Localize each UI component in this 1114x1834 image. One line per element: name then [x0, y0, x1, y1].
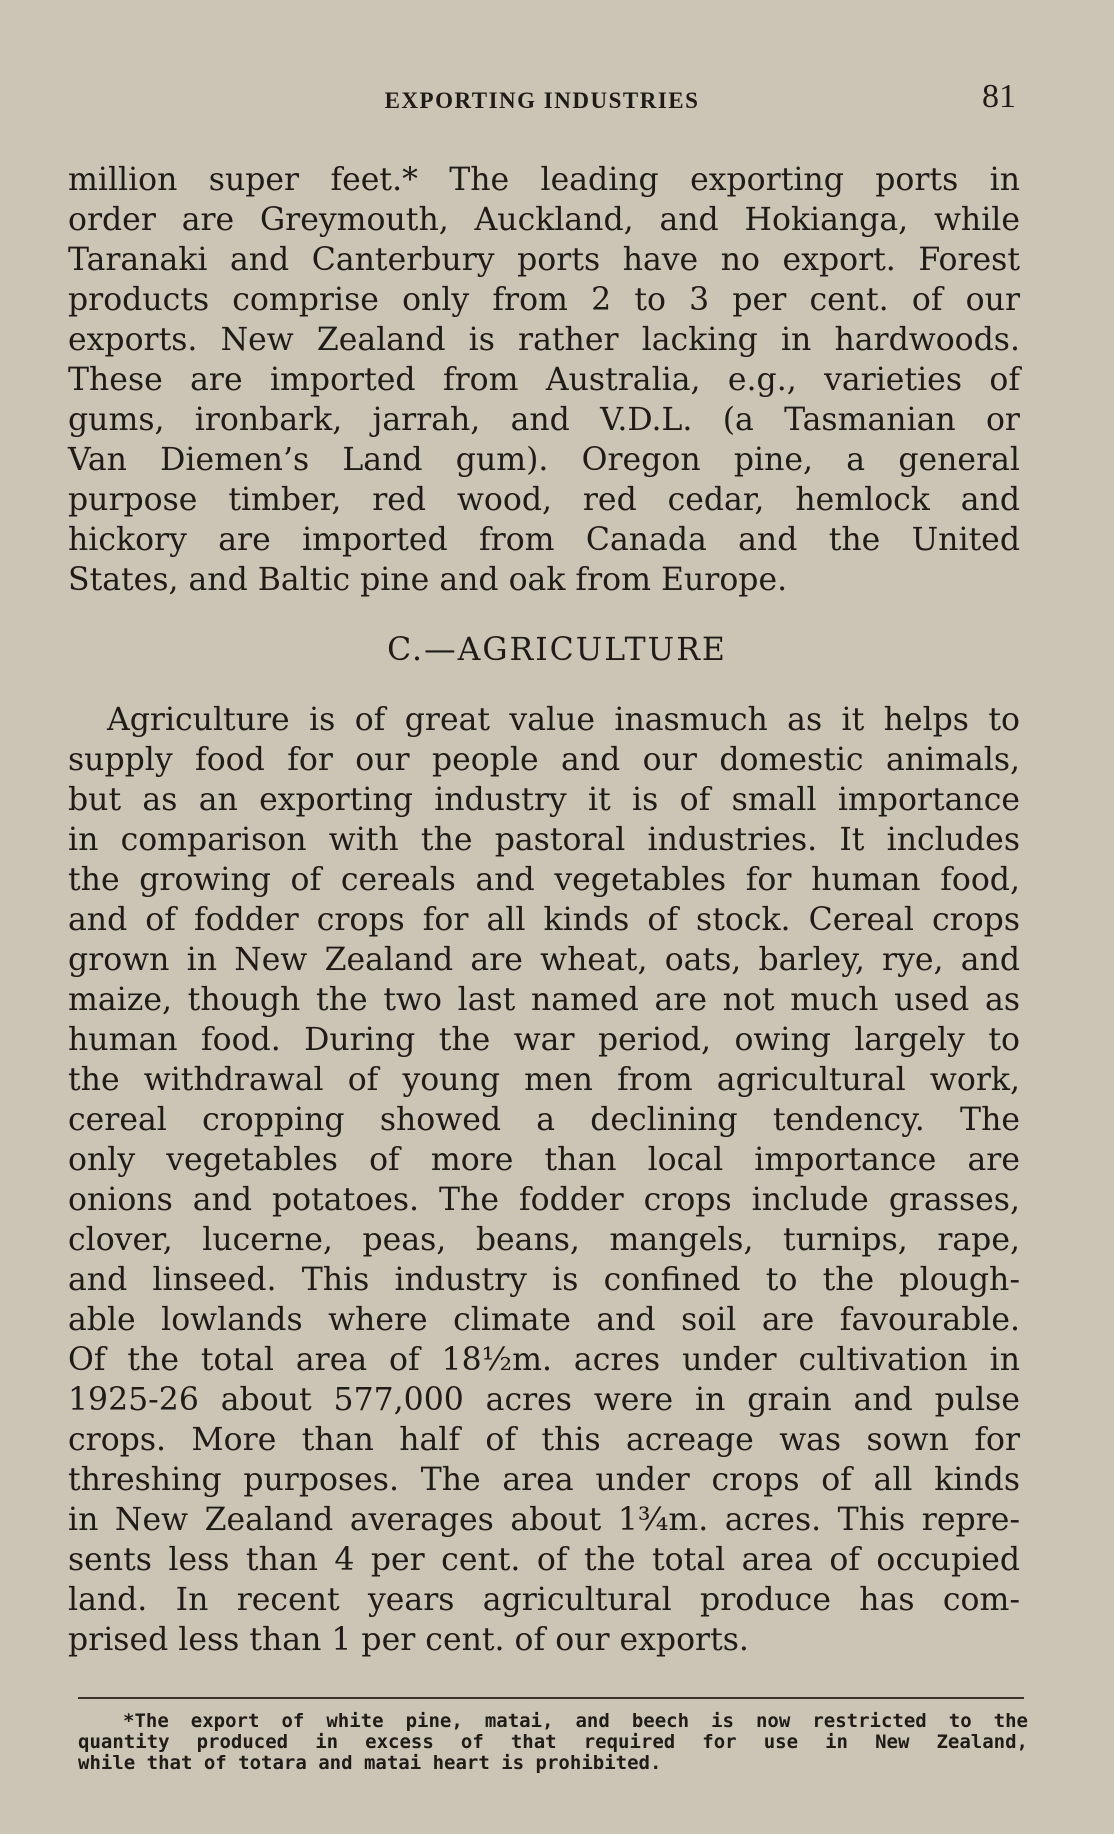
text-line: million super feet.* The leading exporting ports in: [68, 162, 1020, 198]
text-line: order are Greymouth, Auckland, and Hokianga, while: [68, 202, 1020, 238]
running-head: [68, 78, 1016, 128]
text-line: crops. More than half of this acreage was sown for: [68, 1422, 1020, 1458]
text-line: threshing purposes. The area under crops of all kinds: [68, 1462, 1020, 1498]
text-line: grown in New Zealand are wheat, oats, barley, rye, and: [68, 942, 1020, 978]
text-line: Agriculture is of great value inasmuch as it helps to: [107, 702, 1020, 738]
text-line: prised less than 1 per cent. of our exports.: [68, 1622, 749, 1658]
text-line: hickory are imported from Canada and the United: [68, 522, 1020, 558]
text-line: maize, though the two last named are not much used as: [68, 982, 1020, 1018]
text-line: gums, ironbark, jarrah, and V.D.L. (a Tasmanian or: [68, 402, 1020, 438]
text-line: States, and Baltic pine and oak from Europe.: [68, 562, 788, 598]
text-line: cereal cropping showed a declining tendency. The: [68, 1102, 1020, 1138]
text-line: land. In recent years agricultural produce has com-: [68, 1582, 1020, 1618]
text-line: supply food for our people and our domestic animals,: [68, 742, 1020, 778]
text-line: and of fodder crops for all kinds of stock. Cereal crops: [68, 902, 1020, 938]
text-line: These are imported from Australia, e.g., varieties of: [68, 362, 1020, 398]
text-line: sents less than 4 per cent. of the total area of occupied: [68, 1542, 1020, 1578]
text-line: but as an exporting industry it is of small importance: [68, 782, 1020, 818]
text-line: products comprise only from 2 to 3 per cent. of our: [68, 282, 1020, 318]
text-line: Taranaki and Canterbury ports have no export. Forest: [68, 242, 1020, 278]
text-line: purpose timber, red wood, red cedar, hemlock and: [68, 482, 1020, 518]
text-line: able lowlands where climate and soil are favourable.: [68, 1302, 1020, 1338]
text-line: Of the total area of 18½m. acres under cultivation in: [68, 1342, 1020, 1378]
text-line: the withdrawal of young men from agricultural work,: [68, 1062, 1020, 1098]
text-line: clover, lucerne, peas, beans, mangels, turnips, rape,: [68, 1222, 1020, 1258]
footnote-line: quantity produced in excess of that required for use in New Zealand,: [78, 1731, 1028, 1753]
text-line: exports. New Zealand is rather lacking in hardwoods.: [68, 322, 1020, 358]
text-line: onions and potatoes. The fodder crops include grasses,: [68, 1182, 1020, 1218]
text-line: Van Diemen’s Land gum). Oregon pine, a general: [68, 442, 1020, 478]
text-line: human food. During the war period, owing largely to: [68, 1022, 1020, 1058]
section-heading: C.—AGRICULTURE: [387, 632, 727, 668]
text-line: 1925-26 about 577,000 acres were in grain and pulse: [68, 1382, 1020, 1418]
text-line: the growing of cereals and vegetables for human food,: [68, 862, 1020, 898]
text-line: in comparison with the pastoral industries. It includes: [68, 822, 1020, 858]
footnote-divider: [78, 1697, 1024, 1699]
running-title: EXPORTING INDUSTRIES: [384, 88, 700, 113]
text-line: in New Zealand averages about 1¾m. acres. This repre-: [68, 1502, 1020, 1538]
footnote-line: *The export of white pine, matai, and beech is now restricted to the: [123, 1710, 1028, 1732]
text-line: and linseed. This industry is confined to the plough-: [68, 1262, 1020, 1298]
footnote-line: while that of totara and matai heart is prohibited.: [78, 1752, 662, 1774]
page-number: 81: [982, 78, 1016, 115]
text-line: only vegetables of more than local importance are: [68, 1142, 1020, 1178]
